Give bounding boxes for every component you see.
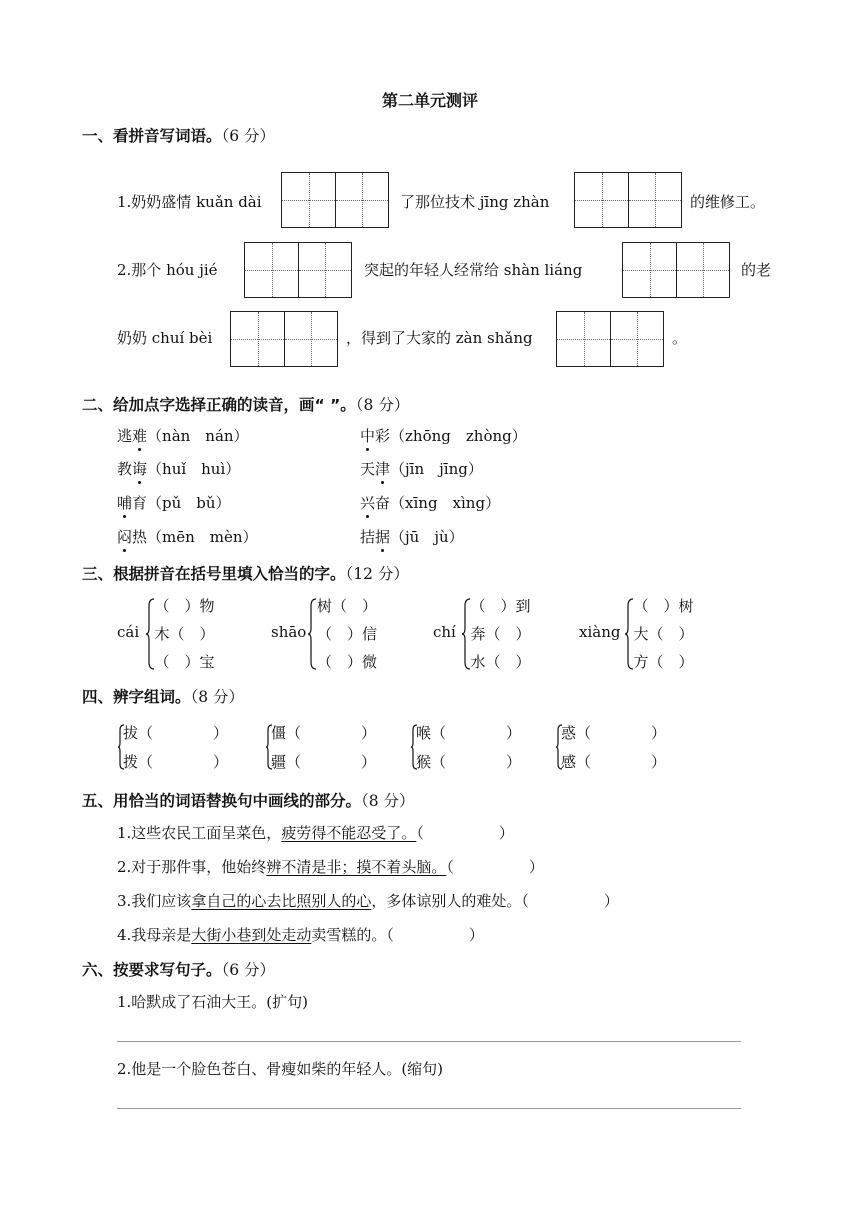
pinyin-options[interactable]: （xīng xìng） [390, 494, 501, 512]
answer-grid-houjie[interactable] [244, 242, 352, 298]
section-2-points: （8 分） [355, 396, 410, 414]
word-suffix: 奋 [375, 494, 391, 512]
s1-line3-c: 。 [672, 329, 688, 347]
pinyin-options[interactable]: （zhōng zhòng） [390, 427, 527, 445]
pronunciation-item[interactable] [360, 492, 500, 513]
pronunciation-item[interactable] [117, 492, 231, 513]
underlined-phrase: 大街小巷到处走动 [191, 926, 312, 944]
word-pair-item[interactable]: 拨（ ） [123, 753, 229, 771]
sentence-end: ，多体谅别人的难处。（ ） [371, 892, 619, 910]
section-2-title: 二、给加点字选择正确的读音，画“ ”。 [82, 396, 356, 414]
dotted-char: 据 [375, 528, 391, 546]
word-suffix: 育 [132, 494, 148, 512]
pronunciation-item[interactable] [360, 458, 483, 479]
s1-line1-a: 1.奶奶盛情 kuǎn dài [117, 193, 262, 211]
word-prefix: 天 [360, 460, 376, 478]
sentence-start: 1.这些农民工面呈菜色， [117, 824, 282, 842]
answer-grid-jingzhan[interactable] [574, 172, 682, 228]
fill-char-item[interactable]: 木（ ） [154, 625, 215, 643]
dotted-char: 津 [375, 460, 391, 478]
underlined-phrase: 疲劳得不能忍受了。 [281, 824, 417, 842]
dotted-char: 闷 [117, 528, 133, 546]
pronunciation-item[interactable] [117, 458, 240, 479]
brace-icon [461, 598, 471, 670]
pinyin-label: cái [117, 623, 140, 641]
replace-item[interactable] [117, 890, 619, 911]
fill-char-item[interactable]: 奔（ ） [470, 625, 531, 643]
word-pair-item[interactable]: 感（ ） [561, 753, 667, 771]
section-4-points: （8 分） [190, 688, 245, 706]
word-suffix: 热 [132, 528, 148, 546]
word-prefix: 逃 [117, 427, 133, 445]
s1-line2-b: 突起的年轻人经常给 shàn liáng [364, 261, 583, 279]
sentence-start: 4.我母亲是 [117, 926, 192, 944]
dotted-char: 中 [360, 427, 376, 445]
word-pair-item[interactable]: 惑（ ） [561, 724, 667, 742]
s1-line3-a: 奶奶 chuí bèi [117, 329, 213, 347]
answer-grid-chuibei[interactable] [230, 311, 338, 367]
sentence-start: 3.我们应该 [117, 892, 192, 910]
dotted-char: 哺 [117, 494, 133, 512]
fill-char-item[interactable]: 方（ ） [633, 653, 694, 671]
section-5-title: 五、用恰当的词语替换句中画线的部分。 [82, 792, 362, 810]
replace-item[interactable] [117, 856, 544, 877]
pinyin-options[interactable]: （jīn jīng） [390, 460, 483, 478]
sentence-end: 卖雪糕的。（ ） [311, 926, 484, 944]
answer-line-2[interactable] [117, 1108, 741, 1109]
section-4-heading [82, 685, 244, 707]
section-5-points: （8 分） [361, 792, 415, 810]
word-pair-item[interactable]: 猴（ ） [416, 753, 522, 771]
section-6-heading [82, 958, 275, 980]
word-suffix: 彩 [375, 427, 391, 445]
brace-icon [307, 598, 317, 670]
fill-char-item[interactable]: 树（ ） [317, 597, 378, 615]
section-3-points: （12 分） [345, 565, 409, 583]
pinyin-options[interactable]: （mēn mèn） [147, 528, 258, 546]
answer-grid-shanliang[interactable] [622, 242, 730, 298]
fill-char-item[interactable]: 大（ ） [633, 625, 694, 643]
section-2-heading [82, 393, 409, 415]
answer-grid-kuandai[interactable] [281, 172, 389, 228]
replace-item[interactable] [117, 924, 484, 945]
pinyin-label: xiàng [579, 623, 621, 641]
word-prefix: 拮 [360, 528, 376, 546]
s1-line2-a: 2.那个 hóu jié [117, 261, 218, 279]
replace-item[interactable] [117, 822, 514, 843]
sentence-start: 2.对于那件事，他始终 [117, 858, 267, 876]
answer-line-1[interactable] [117, 1041, 741, 1042]
pronunciation-item[interactable] [360, 425, 527, 446]
section-4-title: 四、辨字组词。 [82, 688, 191, 706]
answer-grid-zanshang[interactable] [556, 311, 664, 367]
section-5-heading [82, 789, 415, 811]
section-1-points: （6 分） [221, 127, 276, 145]
s1-line1-c: 的维修工。 [690, 193, 766, 211]
fill-char-item[interactable]: （ ）信 [317, 625, 378, 643]
brace-icon [145, 598, 155, 670]
pronunciation-item[interactable] [117, 526, 258, 547]
sentence-end: （ ） [446, 858, 544, 876]
word-prefix: 教 [117, 460, 133, 478]
section-1-heading [82, 124, 275, 146]
s6-question-2: 2.他是一个脸色苍白、骨瘦如柴的年轻人。(缩句) [117, 1060, 444, 1078]
section-1-title: 一、看拼音写词语。 [82, 127, 222, 145]
section-6-points: （6 分） [221, 961, 276, 979]
s1-line1-b: 了那位技术 jīng zhàn [400, 193, 550, 211]
pinyin-label: shāo [271, 623, 307, 641]
pinyin-label: chí [433, 623, 456, 641]
dotted-char: 难 [132, 427, 148, 445]
pronunciation-item[interactable] [360, 526, 464, 547]
fill-char-item[interactable]: （ ）宝 [154, 653, 215, 671]
word-pair-item[interactable]: 拔（ ） [123, 724, 229, 742]
pinyin-options[interactable]: （pǔ bǔ） [147, 494, 231, 512]
underlined-phrase: 辨不清是非；摸不着头脑。 [266, 858, 447, 876]
section-3-heading [82, 562, 409, 584]
dotted-char: 兴 [360, 494, 376, 512]
sentence-end: （ ） [416, 824, 514, 842]
section-3-title: 三、根据拼音在括号里填入恰当的字。 [82, 565, 346, 583]
s1-line3-b: ，得到了大家的 zàn shǎng [346, 329, 533, 347]
pinyin-options[interactable]: （huǐ huì） [147, 460, 241, 478]
pinyin-options[interactable]: （nàn nán） [147, 427, 249, 445]
word-pair-item[interactable]: 僵（ ） [271, 724, 377, 742]
page-title: 第二单元测评 [381, 91, 478, 110]
word-pair-item[interactable]: 疆（ ） [271, 753, 377, 771]
s6-question-1: 1.哈默成了石油大王。(扩句) [117, 993, 309, 1011]
brace-icon [624, 598, 634, 670]
section-6-title: 六、按要求写句子。 [82, 961, 222, 979]
fill-char-item[interactable]: （ ）物 [154, 597, 215, 615]
fill-char-item[interactable]: （ ）微 [317, 653, 378, 671]
underlined-phrase: 拿自己的心去比照别人的心 [191, 892, 372, 910]
fill-char-item[interactable]: （ ）到 [470, 597, 531, 615]
word-pair-item[interactable]: 喉（ ） [416, 724, 522, 742]
dotted-char: 诲 [132, 460, 148, 478]
pinyin-options[interactable]: （jū jù） [390, 528, 464, 546]
fill-char-item[interactable]: 水（ ） [470, 653, 531, 671]
s1-line2-c: 的老 [741, 261, 772, 279]
fill-char-item[interactable]: （ ）树 [633, 597, 694, 615]
pronunciation-item[interactable] [117, 425, 249, 446]
